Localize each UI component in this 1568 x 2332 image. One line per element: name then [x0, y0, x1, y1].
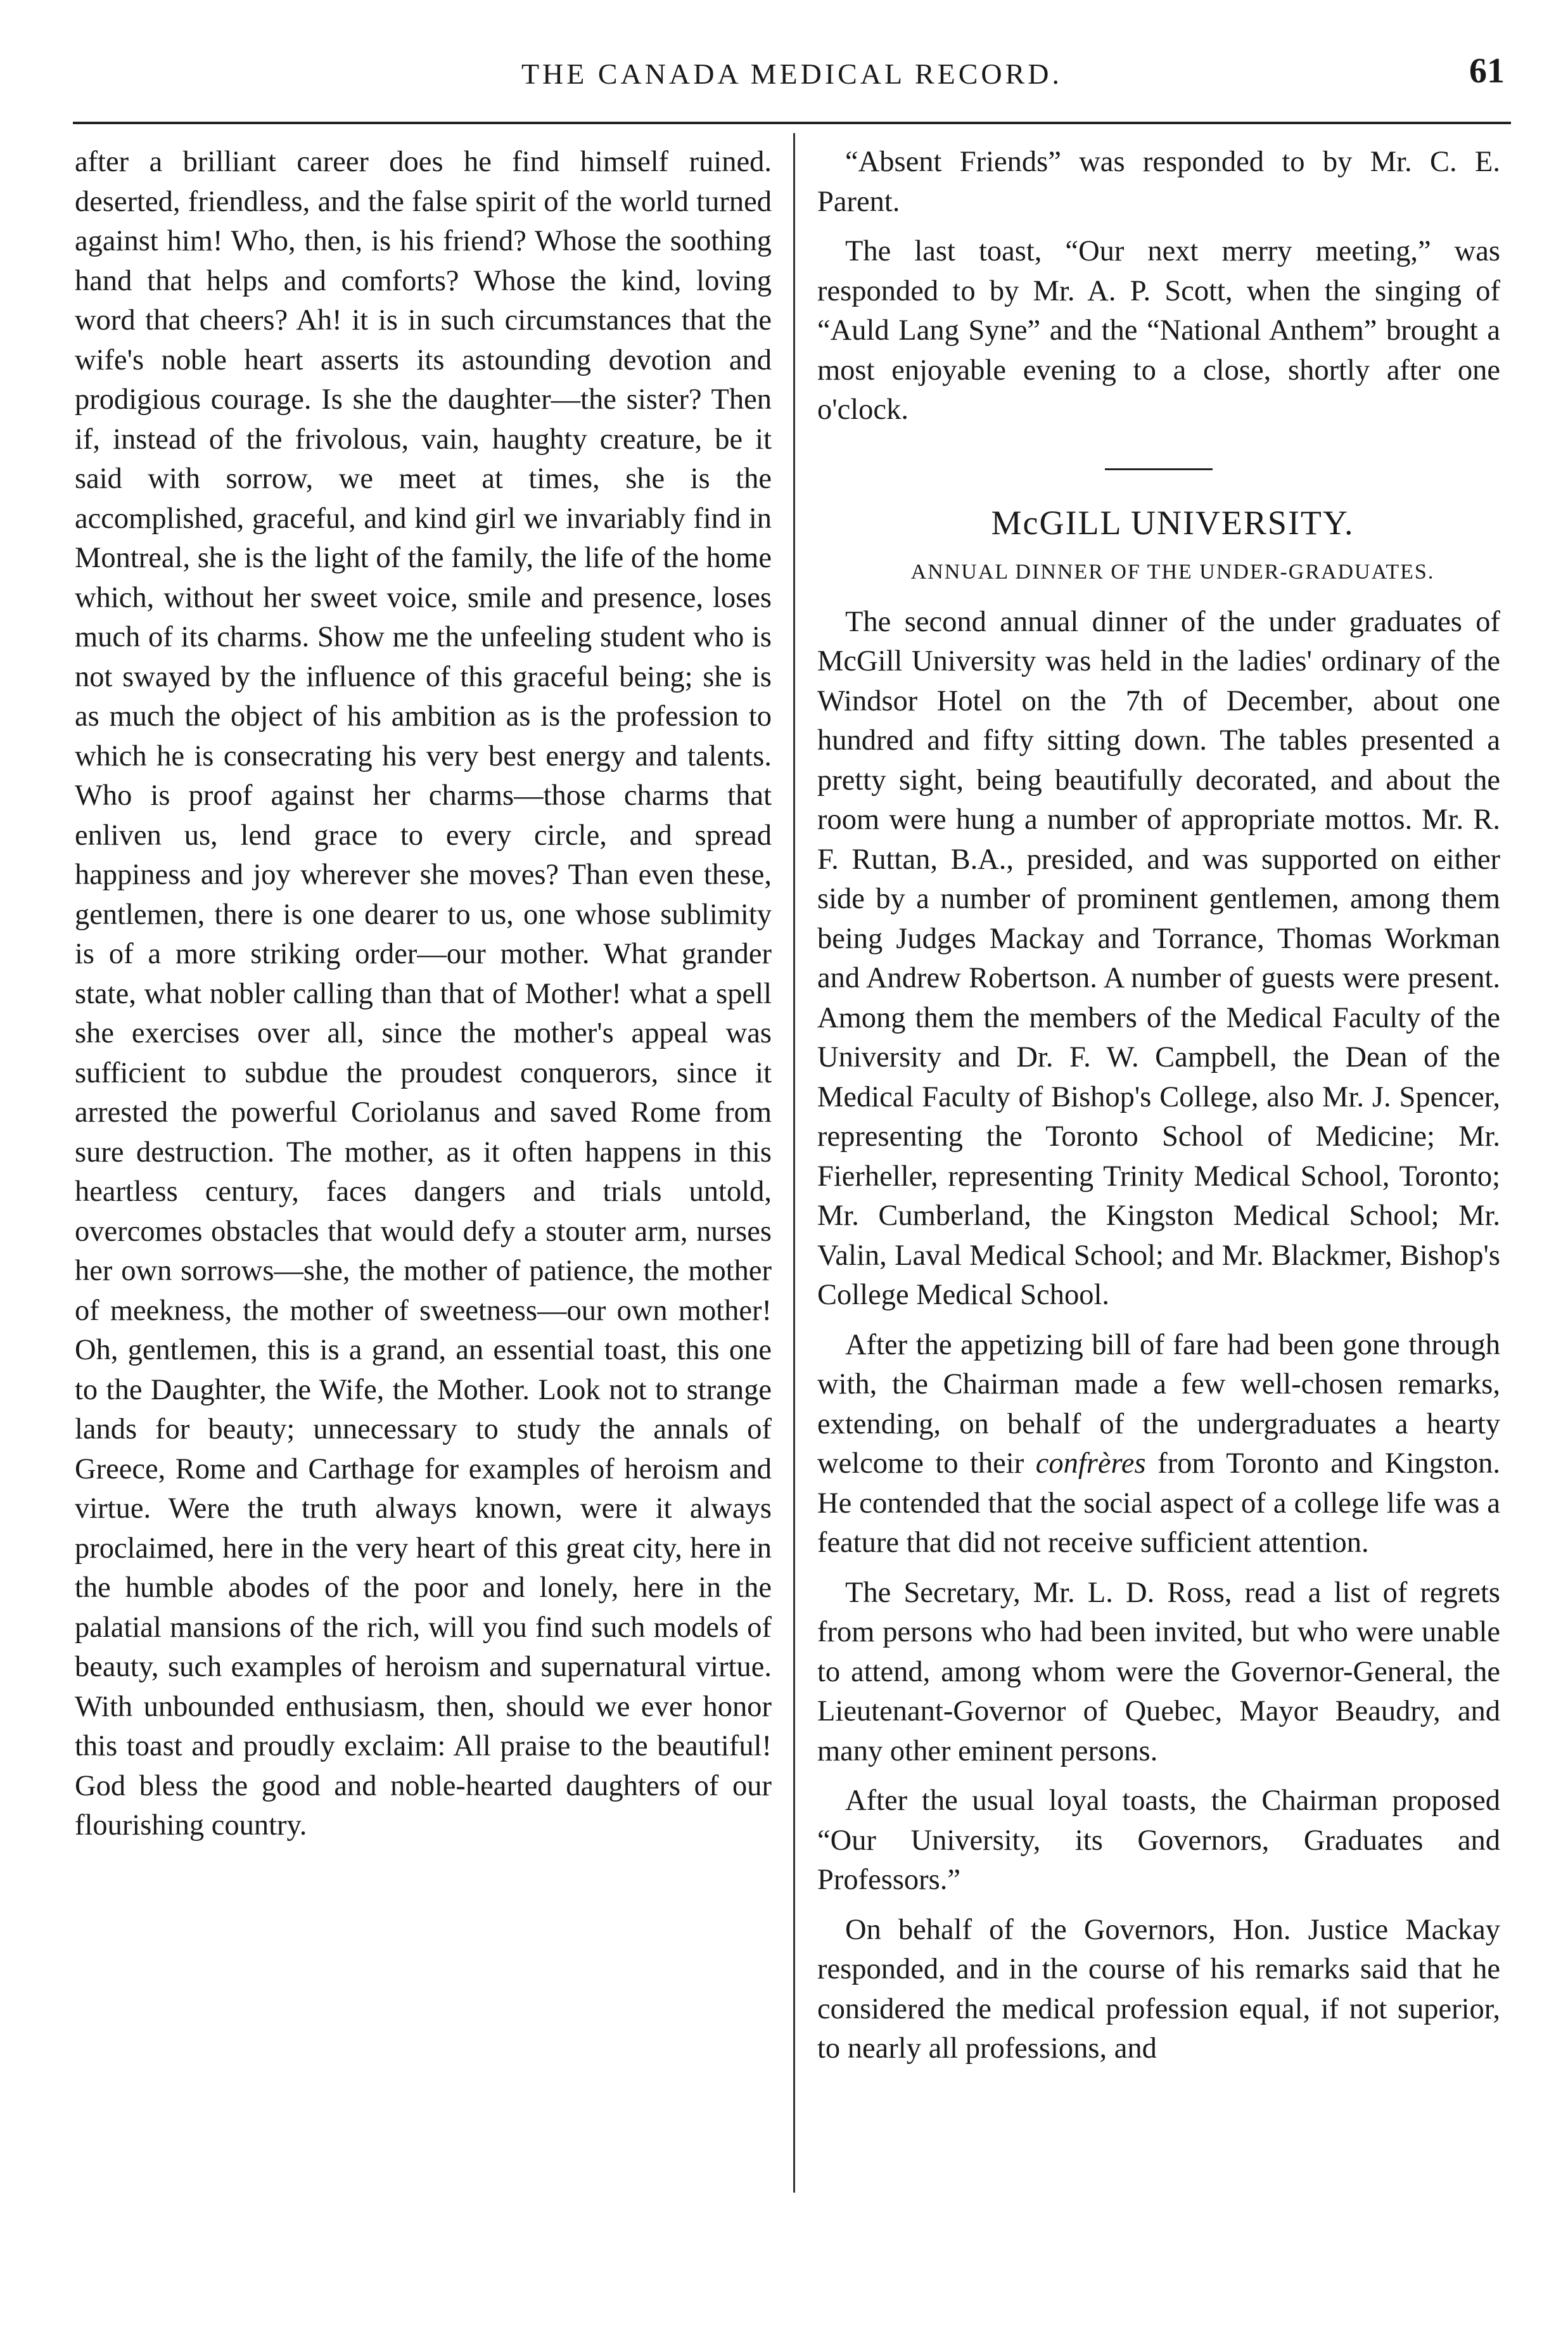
body-paragraph: After the usual loyal toasts, the Chairman proposed “Our University, its Governors, Graduates and Professors.”: [817, 1784, 1500, 1896]
section-divider: [1105, 468, 1213, 470]
body-paragraph: The last toast, “Our next merry meeting,” was responded to by Mr. A. P. Scott, when the singing of “Auld Lang Syne” and the “National Anthem” brought a most enjoyable evening to a close, shortly after one o'clock.: [817, 235, 1500, 426]
italic-term: confrères: [1035, 1447, 1146, 1480]
page-number: 61: [1469, 51, 1505, 91]
section-title: McGILL UNIVERSITY.: [991, 503, 1354, 542]
body-paragraph: The second annual dinner of the under graduates of McGill University was held in the ladies' ordinary of the Windsor Hotel on the 7th of December, about one hundred and fifty sitting down. The tables presented a pretty sight, being beautifully decorated, and about the room were hung a number of appropriate mottos. Mr. R. F. Ruttan, B.A., presided, and was supported on either side by a number of prominent gentlemen, among them being Judges Mackay and Torrance, Thomas Workman and Andrew Robertson. A number of guests were present. Among them the members of the Medical Faculty of the University and Dr. F. W. Campbell, the Dean of the Medical Faculty of Bishop's College, also Mr. J. Spencer, representing the Toronto School of Medicine; Mr. Fierheller, representing Trinity Medical School, Toronto; Mr. Cumberland, the Kingston Medical School; Mr. Valin, Laval Medical School; and Mr. Blackmer, Bishop's College Medical School.: [817, 605, 1500, 1311]
right-column: [817, 143, 1500, 2069]
text-run: from Toronto and Kingston. He contended that the social aspect of a college life was a feature that did not receive sufficient attention.: [817, 1447, 1501, 1559]
body-paragraph: after a brilliant career does he find himself ruined. deserted, friendless, and the false spirit of the world turned against him! Who, then, is his friend? Whose the soothing hand that helps and comforts? Whose the kind, loving word that cheers? Ah! it is in such circumstances that the wife's noble heart asserts its astounding devotion and prodigious courage. Is she the daughter—the sister? Then if, instead of the frivolous, vain, haughty creature, be it said with sorrow, we meet at times, she is the accomplished, graceful, and kind girl we invariably find in Montreal, she is the light of the family, the life of the home which, without her sweet voice, smile and presence, loses much of its charms. Show me the unfeeling student who is not swayed by the influence of this graceful being; she is as much the object of his ambition as is the profession to which he is consecrating his very best energy and talents. Who is proof against her charms—those charms that enliven us, lend grace to every circle, and spread happiness and joy wherever she moves? Than even these, gentlemen, there is one dearer to us, one whose sublimity is of a more striking order—our mother. What grander state, what nobler calling than that of Mother! what a spell she exercises over all, since the mother's appeal was sufficient to subdue the proudest conquerors, since it arrested the powerful Coriolanus and saved Rome from sure destruction. The mother, as it often happens in this heartless century, faces dangers and trials untold, overcomes obstacles that would defy a stouter arm, nurses her own sorrows—she, the mother of patience, the mother of meekness, the mother of sweetness—our own mother! Oh, gentlemen, this is a grand, an essential toast, this one to the Daughter, the Wife, the Mother. Look not to strange lands for beauty; unnecessary to study the annals of Greece, Rome and Carthage for examples of heroism and virtue. Were the truth always known, were it always proclaimed, here in the very heart of this great city, here in the humble abodes of the poor and lonely, here in the palatial mansions of the rich, will you find such models of beauty, such examples of heroism and supernatural virtue. With unbounded enthusiasm, then, should we ever honor this toast and proudly exclaim: All praise to the beautiful! God bless the good and noble-hearted daughters of our flourishing country.: [75, 146, 772, 1842]
header-rule: [73, 122, 1511, 124]
journal-title: THE CANADA MEDICAL RECORD.: [521, 58, 1063, 90]
body-paragraph: [817, 1326, 1500, 1563]
column-divider: [793, 133, 795, 2193]
text-run: After the appetizing bill of fare had been gone through with, the Chairman made a few well-chosen remarks, extending, on behalf of the undergraduates a hearty welcome to their: [817, 1328, 1500, 1480]
body-paragraph: On behalf of the Governors, Hon. Justice Mackay responded, and in the course of his remarks said that he considered the medical profession equal, if not superior, to nearly all professions, and: [817, 1913, 1500, 2065]
page-header: [79, 44, 1505, 114]
section-subtitle: ANNUAL DINNER OF THE UNDER-GRADUATES.: [910, 560, 1435, 584]
body-paragraph: The Secretary, Mr. L. D. Ross, read a list of regrets from persons who had been invited, but who were unable to attend, among whom were the Governor-General, the Lieutenant-Governor of Quebec, Mayor Beaudry, and many other eminent persons.: [817, 1576, 1500, 1767]
body-paragraph: “Absent Friends” was responded to by Mr. C. E. Parent.: [817, 146, 1500, 218]
left-column: [75, 143, 772, 1846]
